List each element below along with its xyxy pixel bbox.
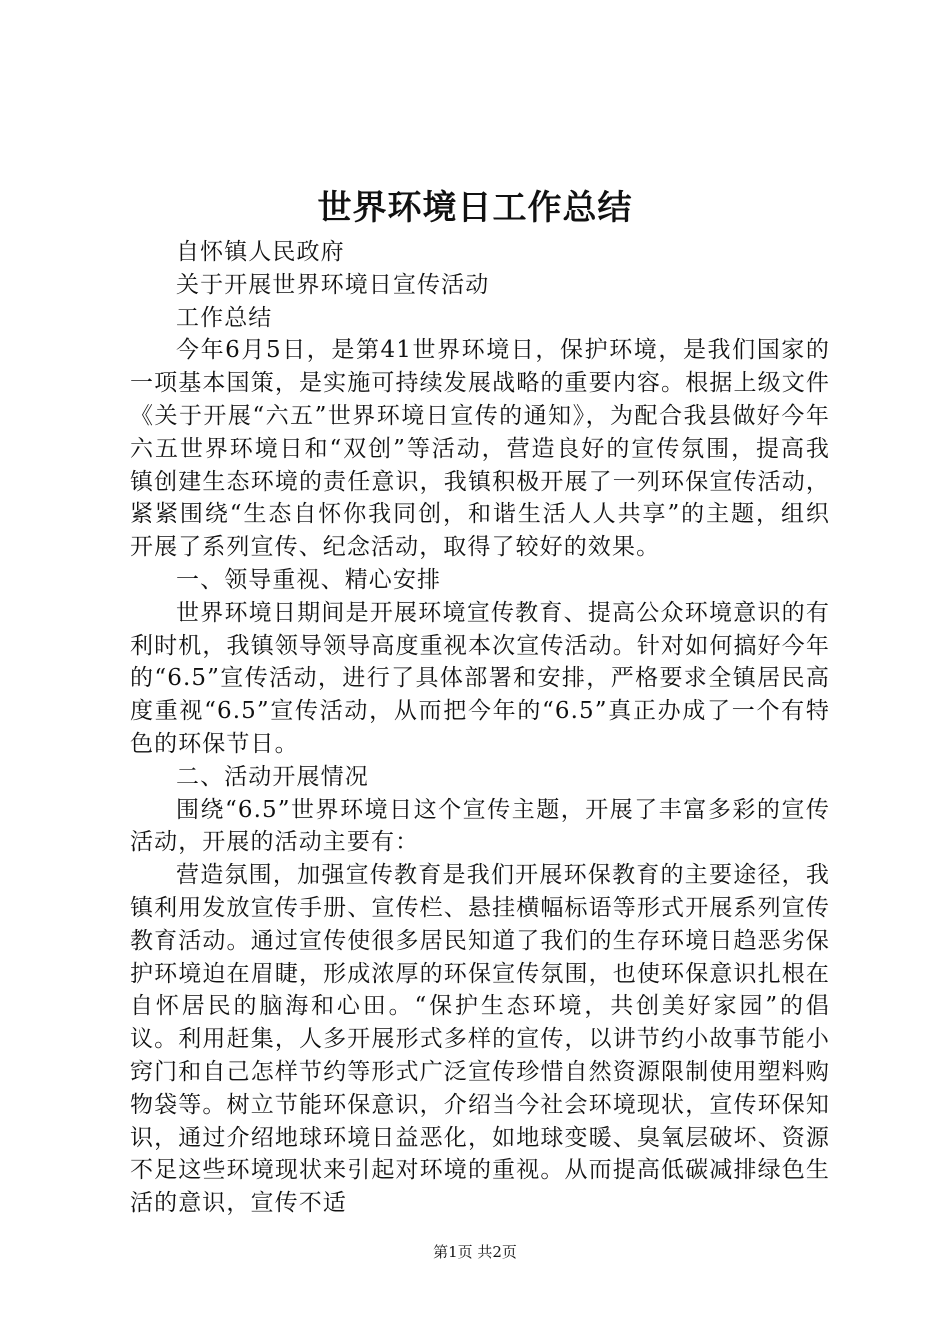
subject-line-2: 工作总结 (176, 304, 273, 331)
page-footer: 第1页 共2页 (433, 1243, 517, 1261)
document-title: 世界环境日工作总结 (317, 188, 633, 228)
section-heading: 一、领导重视、精心安排 (176, 566, 442, 593)
body-paragraph: 营造氛围，加强宣传教育是我们开展环保教育的主要途径，我镇利用发放宣传手册、宣传栏、悬挂横幅标语等形式开展系列宣传教育活动。通过宣传使很多居民知道了我们的生存环境日趋恶劣保护环境迫在眉睫，形成浓厚的环保宣传氛围，也使环保意识扎根在自怀居民的脑海和心田。“保护生态环境，共创美好家园”的倡议。利用赶集，人多开展形式多样的宣传，以讲节约小故事节能小窍门和自己怎样节约等形式广泛宣传珍惜自然资源限制使用塑料购物袋等。树立节能环保意识，介绍当今社会环境现状，宣传环保知识，通过介绍地球环境日益恶化，如地球变暖、臭氧层破坏、资源不足这些环境现状来引起对环境的重视。从而提高低碳减排绿色生活的意识，宣传不适 (130, 862, 830, 1217)
body-paragraph: 世界环境日期间是开展环境宣传教育、提高公众环境意识的有利时机，我镇领导领导高度重视本次宣传活动。针对如何搞好今年的“6.5”宣传活动，进行了具体部署和安排，严格要求全镇居民高度重视“6.5”宣传活动，从而把今年的“6.5”真正办成了一个有特色的环保节日。 (130, 599, 830, 757)
body-paragraph: 围绕“6.5”世界环境日这个宣传主题，开展了丰富多彩的宣传活动，开展的活动主要有： (130, 796, 830, 856)
document-body (130, 236, 830, 1220)
body-paragraph: 今年6月5日，是第41世界环境日，保护环境，是我们国家的一项基本国策，是实施可持续发展战略的重要内容。根据上级文件《关于开展“六五”世界环境日宣传的通知》，为配合我县做好今年六五世界环境日和“双创”等活动，营造良好的宣传氛围，提高我镇创建生态环境的责任意识，我镇积极开展了一列环保宣传活动，紧紧围绕“生态自怀你我同创，和谐生活人人共享”的主题，组织开展了系列宣传、纪念活动，取得了较好的效果。 (130, 337, 830, 561)
subject-line: 关于开展世界环境日宣传活动 (176, 271, 490, 298)
issuer-line: 自怀镇人民政府 (176, 239, 345, 265)
section-heading: 二、活动开展情况 (176, 763, 369, 790)
